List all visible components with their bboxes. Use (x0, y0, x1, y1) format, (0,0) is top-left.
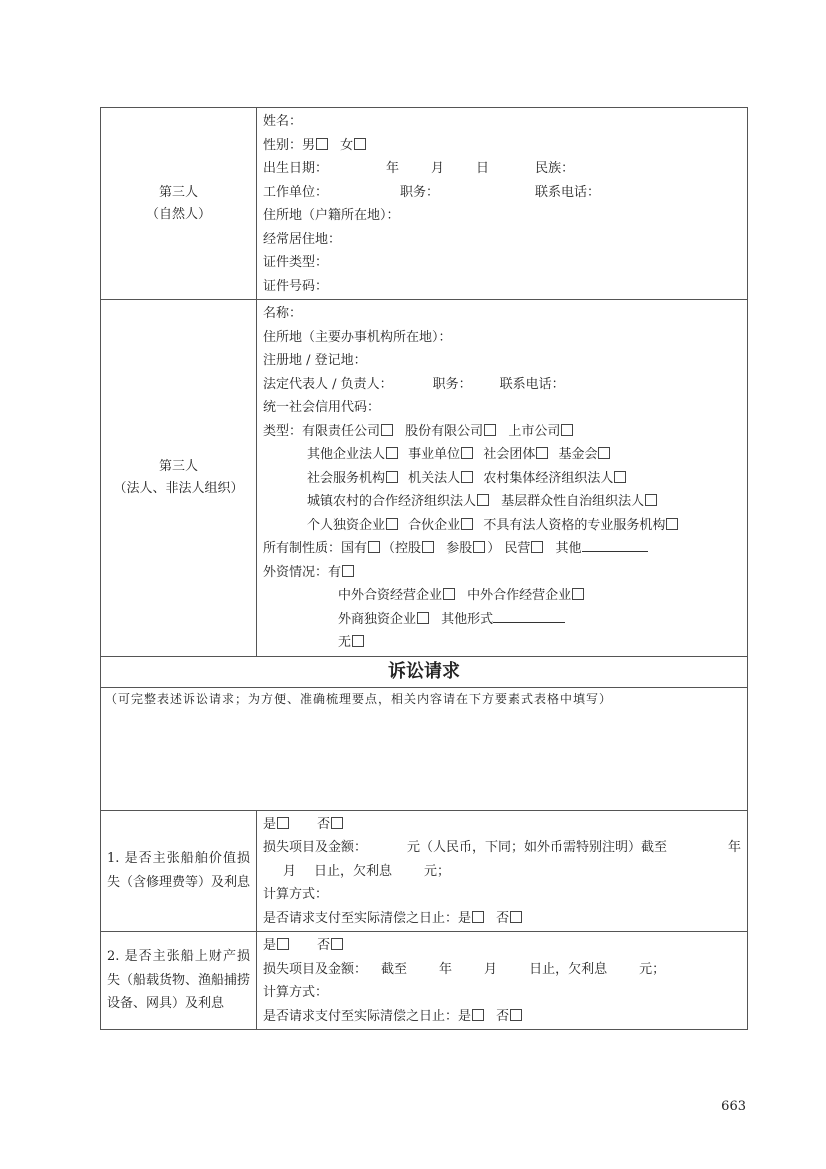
claim-1-paid-label: 是否请求支付至实际清偿之日止： (263, 910, 459, 926)
type-option: 上市公司 (508, 423, 561, 439)
gender-label: 性别： (263, 137, 303, 153)
checkbox-icon[interactable] (461, 471, 473, 483)
claim-2-fields (257, 932, 748, 1030)
checkbox-icon[interactable] (386, 471, 398, 483)
claim-1-month-label: 月 (283, 863, 297, 879)
claim-1-paid-no: 否 (496, 910, 510, 926)
ownership-label: 所有制性质： (263, 541, 342, 556)
paren-close: ） (487, 541, 501, 556)
claims-note[interactable] (101, 687, 748, 810)
female-checkbox-icon[interactable] (354, 138, 366, 150)
birth-label: 出生日期： (263, 161, 329, 176)
form-sheet (100, 107, 748, 1030)
female-label: 女 (340, 137, 354, 153)
natural-person-label-line2: （自然人） (145, 206, 211, 222)
male-label: 男 (302, 137, 316, 153)
foreign-row-2 (263, 608, 741, 632)
position-label: 职务： (400, 184, 440, 200)
birth-year-label: 年 (386, 161, 400, 176)
claim-1-year-label: 年 (727, 840, 741, 855)
natural-person-label (101, 108, 257, 300)
foreign-row (263, 561, 741, 585)
checkbox-icon[interactable] (510, 1009, 522, 1021)
claims-heading: 诉讼请求 (101, 656, 748, 687)
claim-2-paid-yes: 是 (458, 1008, 472, 1024)
ethnicity-label: 民族： (535, 161, 575, 176)
foreign-label: 外资情况： (263, 564, 329, 580)
representative-field[interactable] (263, 373, 741, 397)
entity-phone-label: 联系电话： (499, 376, 565, 392)
claim-2-yuan-label: 元； (639, 961, 666, 977)
checkbox-icon[interactable] (342, 565, 354, 577)
work-field[interactable] (263, 181, 741, 205)
claim-2-choice (263, 934, 741, 958)
holding-label: （控股 (382, 541, 422, 556)
claim-1-choice (263, 813, 741, 837)
checkbox-icon[interactable] (472, 1009, 484, 1021)
type-row-1 (263, 420, 741, 444)
representative-label: 法定代表人 / 负责人： (263, 376, 393, 392)
type-option: 机关法人 (408, 470, 461, 486)
type-option: 合伙企业 (408, 517, 461, 533)
claim-1-loss-label: 损失项目及金额： (263, 840, 368, 855)
checkbox-icon[interactable] (331, 938, 343, 950)
claim-1-paid-yes: 是 (458, 910, 472, 926)
type-label: 类型： (263, 423, 303, 439)
residence-field[interactable]: 住所地（户籍所在地）： (263, 208, 400, 223)
checkbox-icon[interactable] (473, 541, 485, 553)
name-field[interactable]: 姓名： (263, 114, 303, 129)
claim-1-label: 1. 是否主张船舶价值损失（含修理费等）及利息 (101, 810, 257, 932)
other-form-label: 其他形式 (441, 611, 494, 627)
checkbox-icon[interactable] (477, 494, 489, 506)
checkbox-icon[interactable] (484, 424, 496, 436)
claim-1-yuan2-label: 元； (424, 863, 451, 879)
type-option: 其他企业法人 (307, 447, 386, 462)
claim-2-yes-label: 是 (263, 938, 277, 953)
checkbox-icon[interactable] (417, 612, 429, 624)
checkbox-icon[interactable] (614, 471, 626, 483)
legal-entity-label (101, 300, 257, 657)
claims-heading-row (101, 656, 748, 687)
checkbox-icon[interactable] (472, 911, 484, 923)
type-option: 基层群众性自治组织法人 (501, 494, 645, 509)
foreign-row-1 (263, 584, 741, 608)
claim-2-year-label: 年 (439, 961, 453, 977)
claim-2-calc[interactable]: 计算方式： (263, 985, 329, 1000)
claim-1-loss[interactable] (263, 836, 741, 860)
checkbox-icon[interactable] (666, 518, 678, 530)
other-form-blank[interactable] (493, 608, 565, 623)
claim-1-row (101, 810, 748, 932)
legal-entity-row (101, 300, 748, 657)
claims-note-text: （可完整表述诉讼请求；为方便、准确梳理要点，相关内容请在下方要素式表格中填写） (105, 691, 613, 706)
checkbox-icon[interactable] (386, 518, 398, 530)
share-label: 参股 (446, 541, 473, 556)
foreign-option: 外商独资企业 (338, 611, 417, 627)
id-type-field[interactable]: 证件类型： (263, 255, 329, 270)
type-option: 城镇农村的合作经济组织法人 (307, 494, 477, 509)
foreign-option: 中外合资经营企业 (338, 588, 443, 603)
checkbox-icon[interactable] (598, 447, 610, 459)
habitual-residence-field[interactable]: 经常居住地： (263, 231, 342, 247)
checkbox-icon[interactable] (277, 938, 289, 950)
foreign-option: 中外合作经营企业 (467, 588, 572, 603)
type-row-3 (263, 467, 741, 491)
type-row-5 (263, 514, 741, 538)
type-option: 社会团体 (483, 447, 536, 462)
claims-note-row (101, 687, 748, 810)
other-label: 其他 (555, 541, 582, 556)
claim-2-month-label: 月 (484, 961, 498, 977)
birth-month-label: 月 (431, 161, 445, 176)
type-option: 不具有法人资格的专业服务机构 (483, 517, 666, 533)
type-option: 个人独资企业 (307, 517, 386, 533)
checkbox-icon[interactable] (531, 541, 543, 553)
claim-1-paid (263, 907, 741, 931)
legal-entity-fields (257, 300, 748, 657)
foreign-yes-label: 有 (328, 564, 342, 580)
claim-2-label: 2. 是否主张船上财产损失（船载货物、渔船捕捞设备、网具）及利息 (101, 932, 257, 1030)
entity-residence-field[interactable]: 住所地（主要办事机构所在地）： (263, 329, 452, 345)
work-unit-label: 工作单位： (263, 184, 329, 200)
checkbox-icon[interactable] (422, 541, 434, 553)
id-number-field[interactable]: 证件号码： (263, 278, 329, 294)
type-option: 社会服务机构 (307, 470, 386, 486)
checkbox-icon[interactable] (561, 424, 573, 436)
other-blank[interactable] (582, 537, 648, 552)
natural-person-row (101, 108, 748, 300)
claim-1-interest[interactable] (263, 860, 741, 884)
claim-1-calc[interactable]: 计算方式： (263, 887, 329, 902)
claim-2-upto-label: 截至 (381, 961, 408, 977)
checkbox-icon[interactable] (368, 541, 380, 553)
phone-label: 联系电话： (535, 184, 601, 200)
claim-2-paid (263, 1005, 741, 1029)
type-option: 基金会 (558, 447, 598, 462)
type-option: 有限责任公司 (302, 423, 381, 439)
type-option: 股份有限公司 (405, 423, 484, 439)
claim-2-paid-no: 否 (496, 1008, 510, 1024)
claim-1-interest-label: 日止，欠利息 (314, 863, 393, 879)
claim-2-loss[interactable] (263, 958, 741, 982)
checkbox-icon[interactable] (510, 911, 522, 923)
checkbox-icon[interactable] (277, 817, 289, 829)
legal-entity-label-line1: 第三人 (158, 458, 198, 474)
checkbox-icon[interactable] (352, 635, 364, 647)
birth-field[interactable] (263, 157, 741, 181)
claim-2-loss-label: 损失项目及金额： (263, 961, 368, 977)
claim-2-row (101, 932, 748, 1030)
foreign-none-label: 无 (338, 635, 352, 650)
form-table (100, 107, 748, 1030)
natural-person-label-line1: 第三人 (158, 184, 198, 200)
natural-person-fields (257, 108, 748, 300)
checkbox-icon[interactable] (461, 447, 473, 459)
registration-field[interactable]: 注册地 / 登记地： (263, 353, 367, 368)
legal-entity-label-line2: （法人、非法人组织） (113, 480, 244, 496)
checkbox-icon[interactable] (443, 588, 455, 600)
checkbox-icon[interactable] (536, 447, 548, 459)
checkbox-icon[interactable] (572, 588, 584, 600)
checkbox-icon[interactable] (386, 447, 398, 459)
claim-1-no-label: 否 (317, 816, 331, 832)
claim-2-paid-label: 是否请求支付至实际清偿之日止： (263, 1008, 459, 1024)
claim-1-yes-label: 是 (263, 816, 277, 832)
entity-name-field[interactable]: 名称： (263, 306, 303, 321)
foreign-none-row (263, 631, 741, 655)
type-row-4 (263, 490, 741, 514)
birth-day-label: 日 (476, 161, 490, 176)
claim-2-no-label: 否 (317, 938, 331, 953)
gender-field (263, 134, 741, 158)
checkbox-icon[interactable] (461, 518, 473, 530)
claim-1-yuan-text: 元（人民币，下同；如外币需特别注明）截至 (407, 840, 668, 855)
claim-2-interest-label: 日止，欠利息 (529, 961, 608, 977)
type-option: 事业单位 (408, 447, 461, 462)
type-row-2 (263, 443, 741, 467)
entity-position-label: 职务： (432, 376, 472, 392)
state-owned-label: 国有 (341, 541, 368, 556)
credit-code-field[interactable]: 统一社会信用代码： (263, 400, 381, 415)
checkbox-icon[interactable] (331, 817, 343, 829)
claim-1-fields (257, 810, 748, 932)
male-checkbox-icon[interactable] (316, 138, 328, 150)
page-number: 663 (721, 1099, 746, 1114)
checkbox-icon[interactable] (381, 424, 393, 436)
ownership-row (263, 537, 741, 561)
type-option: 农村集体经济组织法人 (483, 470, 614, 486)
checkbox-icon[interactable] (645, 494, 657, 506)
private-label: 民营 (504, 541, 531, 556)
